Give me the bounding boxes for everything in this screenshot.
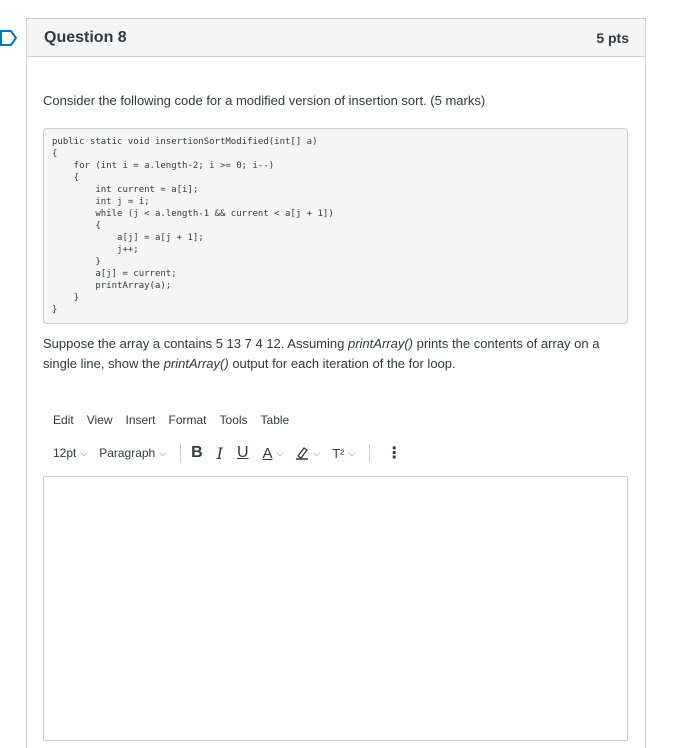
italic-button[interactable]: I <box>216 443 223 463</box>
code-line: for (int i = a.length-2; i >= 0; i--) <box>52 161 275 171</box>
block-format-dropdown[interactable] <box>99 446 166 460</box>
toolbar-divider <box>369 444 370 462</box>
highlight-color-button[interactable] <box>295 446 320 460</box>
question-instructions <box>43 334 623 374</box>
question-prompt: Consider the following code for a modified version of insertion sort. (5 marks) <box>43 93 486 108</box>
code-line: a[j] = current; <box>52 269 177 279</box>
menu-edit[interactable]: Edit <box>53 413 74 427</box>
superscript-icon: T² <box>332 445 345 461</box>
chevron-down-icon: ⌵ <box>313 447 321 458</box>
code-line: { <box>52 149 58 159</box>
menu-tools[interactable]: Tools <box>219 413 248 427</box>
highlighter-icon <box>295 446 309 460</box>
question-title: Question 8 <box>44 28 127 46</box>
instructions-text-2: prints the contents of array on a single line, show the <box>43 336 600 371</box>
superscript-button[interactable] <box>332 446 355 461</box>
code-line: { <box>52 173 80 183</box>
code-line: int j = i; <box>52 197 150 207</box>
code-line: printArray(a); <box>52 281 172 291</box>
editor-menubar <box>43 413 629 427</box>
answer-text-area[interactable] <box>43 476 628 741</box>
font-size-dropdown[interactable] <box>53 446 87 460</box>
question-points: 5 pts <box>596 29 629 46</box>
question-header <box>27 19 645 57</box>
text-color-button[interactable] <box>263 445 284 462</box>
chevron-down-icon: ⌵ <box>348 447 356 458</box>
code-line: } <box>52 305 58 315</box>
menu-view[interactable]: View <box>86 413 113 427</box>
code-line: while (j < a.length-1 && current < a[j + 1]) <box>52 209 334 219</box>
question-body <box>27 93 645 741</box>
font-size-value: 12pt <box>53 446 77 460</box>
more-options-icon[interactable]: ⋮ <box>386 445 403 462</box>
chevron-down-icon: ⌵ <box>276 447 284 458</box>
editor-toolbar <box>43 442 629 464</box>
code-line: int current = a[i]; <box>52 185 199 195</box>
instructions-text-1: Suppose the array a contains 5 13 7 4 12. Assuming <box>43 336 348 351</box>
underline-button[interactable]: U <box>236 444 249 461</box>
code-block <box>43 128 628 324</box>
code-line: } <box>52 257 101 267</box>
menu-format[interactable]: Format <box>168 413 207 427</box>
menu-insert[interactable]: Insert <box>125 413 156 427</box>
question-card <box>26 18 646 748</box>
chevron-down-icon: ⌵ <box>80 447 88 458</box>
code-line: j++; <box>52 245 139 255</box>
code-text <box>52 136 619 316</box>
code-line: } <box>52 293 80 303</box>
toolbar-divider <box>180 444 181 462</box>
text-color-icon: A <box>262 444 273 462</box>
code-line: public static void insertionSortModified(int[] a) <box>52 137 318 147</box>
instructions-fn-2: printArray() <box>163 356 229 371</box>
instructions-text-3: output for each iteration of the for loop. <box>228 356 456 371</box>
code-line: { <box>52 221 101 231</box>
bookmark-flag-icon[interactable] <box>0 28 18 48</box>
menu-table[interactable]: Table <box>260 413 290 427</box>
instructions-fn-1: printArray() <box>347 336 413 351</box>
bold-button[interactable]: B <box>191 444 203 461</box>
code-line: a[j] = a[j + 1]; <box>52 233 204 243</box>
chevron-down-icon: ⌵ <box>159 447 167 458</box>
block-format-value: Paragraph <box>99 446 156 460</box>
